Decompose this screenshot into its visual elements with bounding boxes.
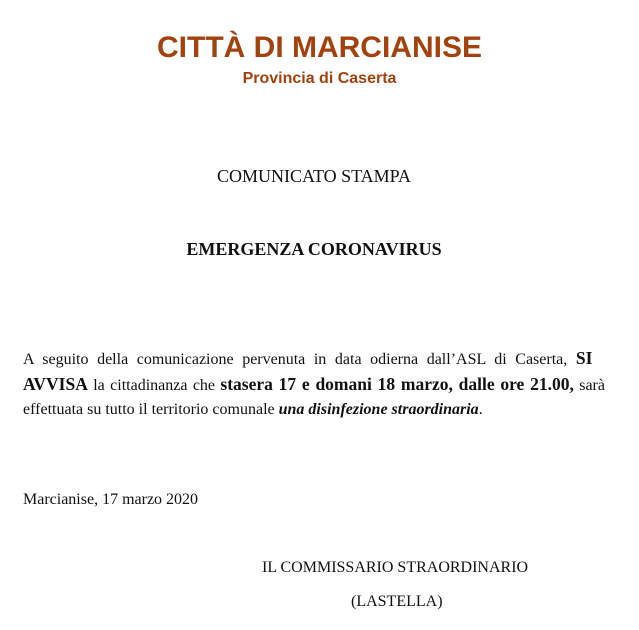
signer-name: (LASTELLA) [351,593,443,610]
signer-role: IL COMMISSARIO STRAORDINARIO [262,559,529,576]
avvisa-keyword: AVVISA [23,374,88,394]
schedule-dates: stasera 17 e domani 18 marzo, dalle ore 21.00, [220,374,574,394]
disinfection-phrase: una disinfezione straordinaria [278,401,479,418]
body-intro: A seguito della comunicazione pervenuta in data odierna dall’ASL di Caserta, [23,351,576,368]
city-title: CITTÀ DI MARCIANISE [157,31,482,64]
place-date: Marcianise, 17 marzo 2020 [23,491,199,508]
notice-body [23,346,605,422]
document-heading: EMERGENZA CORONAVIRUS [186,239,442,259]
body-continuation: sarà effettuata su tutto il territorio comunale [23,377,605,418]
body-middle: la cittadinanza che [87,377,221,394]
si-keyword: SI [575,348,593,368]
document-type: COMUNICATO STAMPA [216,166,412,186]
body-end: . [478,401,483,418]
province-subtitle: Provincia di Caserta [242,70,397,87]
